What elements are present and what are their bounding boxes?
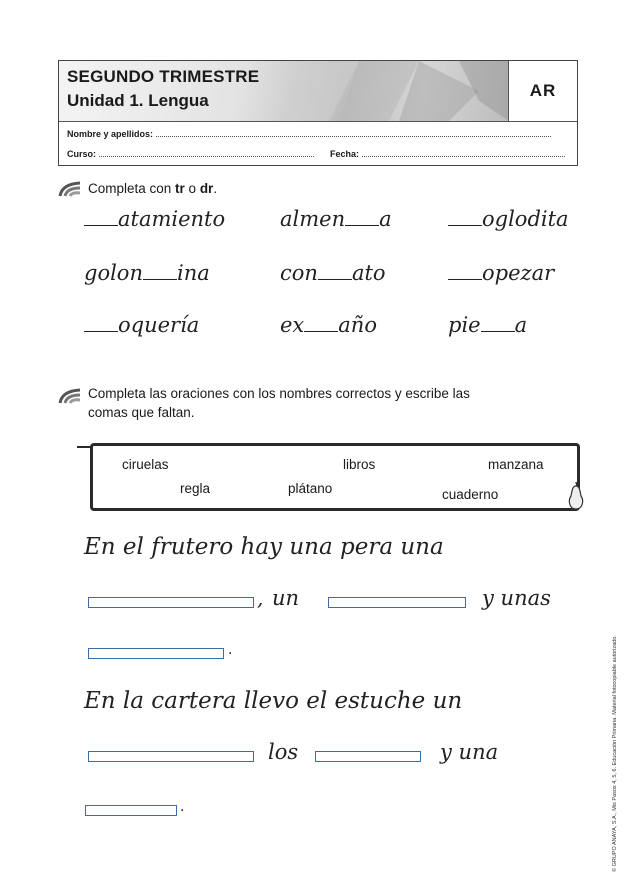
word-regla: regla (180, 481, 211, 496)
exercise2-instruction: Completa las oraciones con los nombres correctos y escribe las comas que faltan. (88, 386, 470, 420)
date-label: Fecha: (330, 149, 360, 159)
word-ciruelas: ciruelas (122, 457, 169, 472)
pear-icon (565, 478, 587, 512)
fill-word-0-1: almen a (280, 207, 392, 231)
word-cuaderno: cuaderno (442, 487, 499, 502)
sentence2-dot: . (180, 799, 185, 815)
sentence1-comma: , (257, 586, 264, 610)
fill-word-2-2: pie a (448, 313, 528, 337)
answer-box-4[interactable] (88, 751, 254, 762)
sentence2-una: y una (440, 740, 499, 764)
name-field[interactable] (156, 128, 551, 137)
course-field[interactable] (99, 148, 314, 157)
sentence1-line1: En el frutero hay una pera una (84, 534, 444, 560)
header-subtitle: Unidad 1. Lengua (67, 91, 209, 110)
fill-word-0-0: atamiento (84, 207, 225, 231)
header-title: SEGUNDO TRIMESTRE (67, 67, 260, 86)
fill-word-1-2: opezar (448, 261, 554, 285)
sentence2-line1: En la cartera llevo el estuche un (84, 688, 463, 714)
name-label: Nombre y apellidos: (67, 129, 154, 139)
sentence1-un: un (272, 586, 300, 610)
fill-word-2-0: oquería (84, 313, 199, 337)
word-libros: libros (343, 457, 376, 472)
blank-slot[interactable] (448, 265, 482, 280)
answer-box-3[interactable] (88, 648, 224, 659)
blank-slot[interactable] (345, 211, 379, 226)
exercise1-instruction: Completa con tr o dr. (88, 181, 218, 196)
box-binding (71, 443, 93, 511)
fill-word-1-1: con ato (280, 261, 386, 285)
sentence1-dot: . (228, 642, 233, 658)
answer-box-1[interactable] (88, 597, 254, 608)
exercise-icon (58, 387, 82, 405)
blank-slot[interactable] (481, 317, 515, 332)
course-label: Curso: (67, 149, 96, 159)
word-platano: plátano (288, 481, 333, 496)
sentence2-los: los (268, 740, 299, 764)
fill-word-1-0: golon ina (84, 261, 210, 285)
blank-slot[interactable] (84, 317, 118, 332)
exercise-icon (58, 180, 82, 198)
date-field[interactable] (362, 148, 565, 157)
sentence1-unas: y unas (482, 586, 551, 610)
fill-word-0-2: oglodita (448, 207, 569, 231)
blank-slot[interactable] (84, 211, 118, 226)
blank-slot[interactable] (143, 265, 177, 280)
copyright-note: © GRUPO ANAYA, S.A., Mis Pasos 4, 5, 6. Educación Primaria. Material fotocopiable autorizado. (612, 635, 618, 872)
word-bank (90, 443, 580, 511)
answer-box-6[interactable] (85, 805, 177, 816)
header-code: AR (508, 61, 577, 121)
name-row (67, 128, 551, 139)
answer-box-2[interactable] (328, 597, 466, 608)
fill-word-2-1: ex año (280, 313, 377, 337)
course-row (67, 148, 565, 159)
word-manzana: manzana (488, 457, 544, 472)
answer-box-5[interactable] (315, 751, 421, 762)
blank-slot[interactable] (304, 317, 338, 332)
blank-slot[interactable] (318, 265, 352, 280)
header-band (59, 61, 577, 122)
blank-slot[interactable] (448, 211, 482, 226)
worksheet-header (58, 60, 578, 166)
